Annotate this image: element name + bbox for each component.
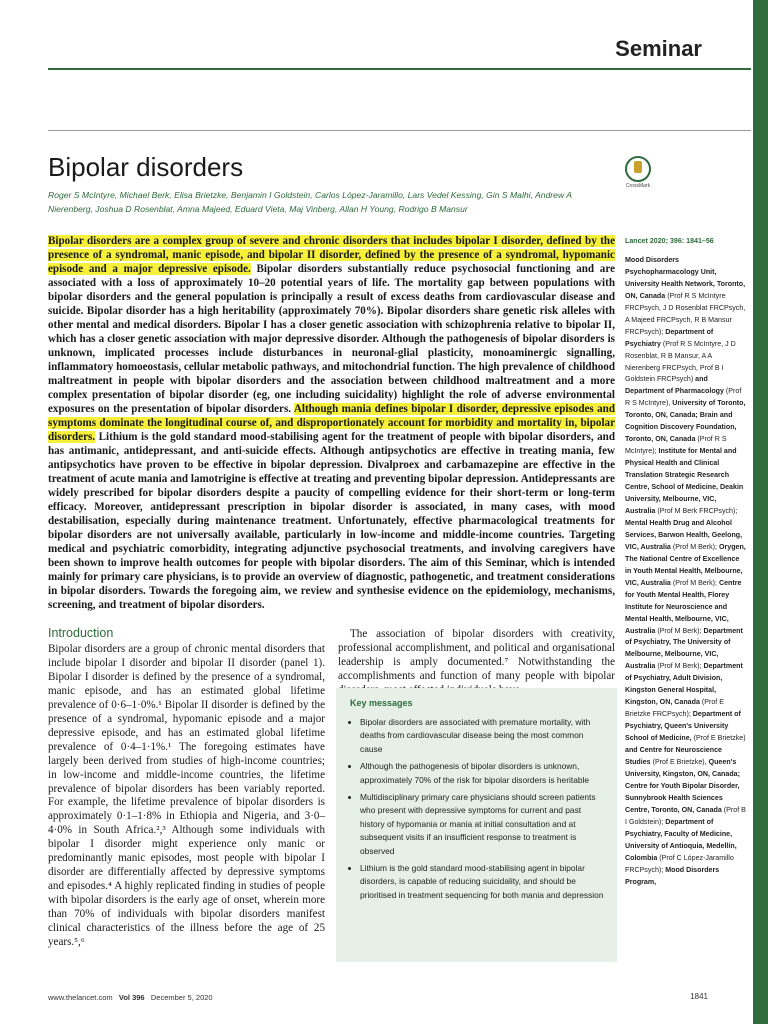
footer-site[interactable]: www.thelancet.com bbox=[48, 993, 113, 1002]
key-message-item: • Lithium is the gold standard mood-stabilising agent in bipolar disorders, is capable of reducing suicidality, and should be prioritised in treatment sequencing for both mania and depression bbox=[360, 862, 607, 902]
affiliation-name: and Centre for Neuroscience Studies bbox=[625, 746, 722, 766]
crossmark-badge[interactable] bbox=[625, 156, 651, 189]
key-message-item: • Bipolar disorders are associated with premature mortality, with deaths from cardiovascular disease being the most common cause bbox=[360, 716, 607, 756]
affiliation-people: (Prof M Berk); bbox=[655, 662, 702, 671]
affiliation-text bbox=[625, 255, 747, 889]
affiliations-sidebar bbox=[625, 236, 747, 888]
key-messages-panel bbox=[336, 688, 617, 962]
affiliation-people: (Prof M Berk FRCPsych); bbox=[655, 506, 738, 515]
introduction-column-1: Bipolar disorders are a group of chronic mental disorders that include bipolar I disorder and bipolar II disorder (panel 1). Bipolar I disorder is defined by the presence of a syndromal, manic episode, and has an estimated global lifetime prevalence of 0·6–1·0%.¹ Bipolar II disorder is defined by the presence of a syndromal, hypomanic episode and a major depressive episode, and has an estimated global lifetime prevalence of 0·4–1·1%.¹ The foregoing estimates have largely been derived from studies of high-income countries; in low-income and middle-income countries, the lifetime prevalence of bipolar disorders has been variably reported. For example, the lifetime prevalence of bipolar disorders is approximately 0·1–1·8% in Ethiopia and Nigeria, and 3·0–4·0% in South Africa.²,³ Although some individuals with bipolar I disorder might experience only manic or predominantly manic episodes, most people with bipolar I disorder are differentially affected by depressive symptoms and episodes.⁴ A highly replicated finding in studies of people with bipolar disorders is the early age of onset, wherein more than 70% of individuals with bipolar disorders manifest clinical characteristics of the illness before the age of 25 years.⁵,⁶ bbox=[48, 643, 325, 949]
abstract bbox=[48, 234, 615, 612]
affiliation-people: (Prof M Berk); bbox=[670, 578, 717, 587]
abstract-text-2: Lithium is the gold standard mood-stabilising agent for the treatment of people with bipolar disorders, and has antimanic, antidepressant, and anti-suicide effects. Although antipsychotics are effective in treating mania, few antipsychotics have proven to be effective in bipolar depression. Divalproex and carbamazepine are effective in the treatment of acute mania and lamotrigine is effective at treating and preventing bipolar depression. Antidepressants are widely prescribed for bipolar disorders despite a paucity of compelling evidence for their short-term or long-term efficacy. Moreover, antidepressant prescription in bipolar disorder is associated, in many cases, with mood destabilisation, especially during maintenance treatment. Unfortunately, effective pharmacological treatments for bipolar disorders are not universally available, particularly in low-income and middle-income countries. Targeting medical and psychiatric comorbidity, integrating adjunctive psychosocial treatments, and involving caregivers have been shown to improve health outcomes for people with bipolar disorders. The aim of this Seminar, which is intended mainly for primary care physicians, is to provide an overview of diagnostic, pathogenetic, and treatment considerations in bipolar disorders. Towards the foregoing aim, we review and synthesise evidence on the epidemiology, mechanisms, screening, and treatment of bipolar disorders. bbox=[48, 431, 615, 611]
affiliation-people: (Prof R S McIntyre FRCPsych, J D Rosenblat FRCPsych, A Majeed FRCPsych, R B Mansur FRCPsych); bbox=[625, 291, 746, 336]
abstract-highlight-2: Although mania defines bipolar I disorder, depressive episodes and symptoms dominate the longitudinal course of, and disproportionately account for morbidity and mortality in, bipolar disorders. bbox=[48, 403, 615, 443]
affiliation-people: (Prof E Brietzke), bbox=[650, 757, 707, 766]
author-list: Roger S McIntyre, Michael Berk, Elisa Brietzke, Benjamin I Goldstein, Carlos López-Jaramillo, Lars Vedel Kessing, Gin S Malhi, Andrew A Nierenberg, Joshua D Rosenblat, Amna Majeed, Eduard Vieta, Maj Vinberg, Allan H Young, Rodrigo B Mansur bbox=[48, 190, 572, 214]
affiliation-name: Department of Psychiatry, Faculty of Medicine, University of Antioquia, Medellín, Colombia bbox=[625, 817, 737, 862]
key-message-item: • Although the pathogenesis of bipolar disorders is unknown, approximately 70% of the risk for bipolar disorders is heritable bbox=[360, 760, 607, 787]
affiliation-name: Institute for Mental and Physical Health and Clinical Translation Strategic Research Centre, School of Medicine, Deakin University, Melbourne, VIC, Australia bbox=[625, 447, 744, 515]
affiliation-name: Orygen, The National Centre of Excellence in Youth Mental Health, Melbourne, VIC, Australia bbox=[625, 542, 746, 587]
affiliation-people: (Prof E Brietzke FRCPsych); bbox=[625, 698, 724, 719]
affiliation-name: Mental Health Drug and Alcohol Services, Barwon Health, Geelong, VIC, Australia bbox=[625, 518, 743, 551]
header-rule bbox=[48, 68, 751, 70]
affiliation-people: (Prof R S McIntyre), bbox=[625, 387, 742, 408]
page-number: 1841 bbox=[690, 992, 708, 1001]
journal-edge-bar bbox=[753, 0, 768, 1024]
citation: Lancet 2020; 396: 1841–56 bbox=[625, 237, 714, 245]
section-label: Seminar bbox=[615, 36, 702, 61]
affiliation-name: University of Toronto, Toronto, ON, Canada; Brain and Cognition Discovery Foundation, Toronto, ON, Canada bbox=[625, 399, 746, 444]
introduction-column-2: The association of bipolar disorders with creativity, professional accomplishment, and political and organisational leadership is amply documented.⁷ Notwithstanding the accomplishments and function of many people with bipolar bbox=[338, 628, 615, 682]
affiliation-name: Mood Disorders Program, bbox=[625, 865, 720, 886]
crossmark-icon bbox=[625, 156, 651, 182]
key-message-item: • Multidisciplinary primary care physicians should screen patients who present with depressive symptoms for current and past history of hypomania or mania at initial consultation and at subsequent visits if an insufficient response to treatment is observed bbox=[360, 791, 607, 858]
affiliation-name: Centre for Youth Mental Health, Florey Institute for Neuroscience and Mental Health, Melbourne, VIC, Australia bbox=[625, 578, 742, 635]
affiliation-name: Department of Psychiatry, Adult Division, Kingston General Hospital, Kingston, ON, Canada bbox=[625, 662, 743, 707]
crossmark-label: CrossMark bbox=[625, 183, 651, 189]
affiliation-people: (Prof B I Goldstein); bbox=[625, 805, 746, 826]
abstract-highlight-1: Bipolar disorders are a complex group of severe and chronic disorders that includes bipolar I disorder, defined by the presence of a syndromal, manic episode, and bipolar II disorder, defined by the presence of a syndromal, hypomanic episode and a major depressive episode. bbox=[48, 235, 615, 275]
affiliation-people: (Prof R S McIntyre); bbox=[625, 435, 727, 456]
affiliation-name: Mood Disorders Psychopharmacology Unit, University Health Network, Toronto, ON, Canada bbox=[625, 255, 746, 300]
footer-source bbox=[48, 993, 213, 1002]
affiliation-people: (Prof E Brietzke) bbox=[691, 734, 746, 743]
footer-volume: Vol 396 bbox=[118, 993, 145, 1002]
affiliation-people: (Prof M Berk); bbox=[670, 542, 717, 551]
abstract-text-1: Bipolar disorders substantially reduce psychosocial functioning and are associated with a loss of approximately 10–20 potential years of life. The mortality gap between populations with bipolar disorders and the general population is principally a result of excess deaths from cardiovascular disease and suicide. Bipolar disorder has a high heritability (approximately 70%). Bipolar disorders share genetic risk alleles with other mental and medical disorders. Bipolar I has a closer genetic association with schizophrenia relative to bipolar II, which has a closer genetic association with major depressive disorder. Although the pathogenesis of bipolar disorders is unknown, implicated processes include disturbances in neuronal-glial plasticity, monoaminergic signalling, inflammatory homoeostasis, cellular metabolic pathways, and mitochondrial function. The high prevalence of childhood maltreatment in people with bipolar disorders and the association between childhood maltreatment and a more complex presentation of bipolar disorder (eg, one including suicidality) highlight the role of adverse environmental exposures on the presentation of bipolar disorders. bbox=[48, 263, 615, 415]
footer-date: December 5, 2020 bbox=[150, 993, 213, 1002]
affiliation-name: Department of Psychiatry, Queen's University School of Medicine, bbox=[625, 710, 741, 743]
affiliation-people: (Prof R S McIntyre, J D Rosenblat, R B Mansur, A A Nierenberg FRCPsych, Prof B I Goldstein FRCPsych) bbox=[625, 339, 736, 384]
title-rule bbox=[48, 130, 751, 131]
introduction-heading: Introduction bbox=[48, 626, 114, 640]
affiliation-people: (Prof C López-Jaramillo FRCPsych); bbox=[625, 853, 734, 874]
key-messages-list bbox=[336, 716, 617, 902]
affiliation-name: Department of Psychiatry bbox=[625, 327, 714, 348]
key-messages-heading: Key messages bbox=[350, 698, 413, 708]
affiliation-name: and Department of Pharmacology bbox=[625, 375, 724, 396]
affiliation-name: Department of Psychiatry, The University of Melbourne, Melbourne, VIC, Australia bbox=[625, 626, 743, 671]
affiliation-people: (Prof M Berk); bbox=[655, 626, 702, 635]
article-title: Bipolar disorders bbox=[48, 152, 244, 182]
affiliation-name: Queen's University, Kingston, ON, Canada; Centre for Youth Bipolar Disorder, Sunnybrook Health Sciences Centre, Toronto, ON, Canada bbox=[625, 757, 740, 814]
